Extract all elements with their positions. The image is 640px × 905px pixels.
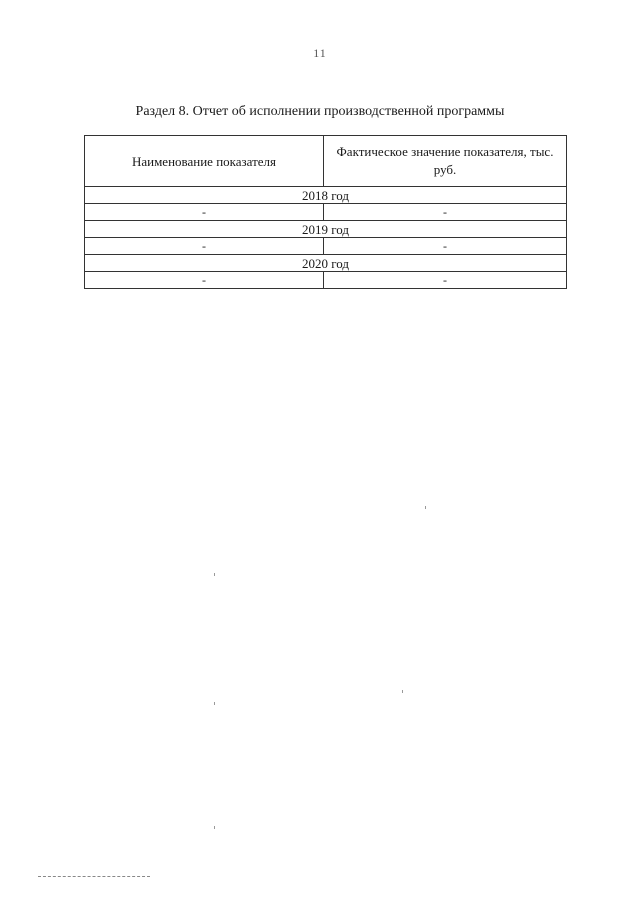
scan-speck [425, 506, 426, 509]
production-program-report-table [84, 135, 567, 289]
table-row [85, 238, 567, 255]
table-row [85, 204, 567, 221]
indicator-value-cell: - [324, 204, 567, 221]
year-label: 2018 год [85, 187, 567, 204]
year-row-2018 [85, 187, 567, 204]
scan-speck [214, 702, 215, 705]
table-header-row [85, 136, 567, 187]
scan-edge-line [38, 876, 150, 877]
section-title: Раздел 8. Отчет об исполнении производственной программы [135, 104, 505, 119]
year-row-2020 [85, 255, 567, 272]
year-label: 2019 год [85, 221, 567, 238]
indicator-name-cell: - [85, 272, 324, 289]
year-row-2019 [85, 221, 567, 238]
table-row [85, 272, 567, 289]
page-number: 11 [313, 46, 327, 60]
scan-speck [402, 690, 403, 693]
header-indicator-value: Фактическое значение показателя, тыс. руб. [324, 136, 567, 187]
indicator-name-cell: - [85, 238, 324, 255]
indicator-name-cell: - [85, 204, 324, 221]
year-label: 2020 год [85, 255, 567, 272]
indicator-value-cell: - [324, 238, 567, 255]
scan-speck [214, 826, 215, 829]
header-indicator-name: Наименование показателя [85, 136, 324, 187]
indicator-value-cell: - [324, 272, 567, 289]
scan-speck [214, 573, 215, 576]
